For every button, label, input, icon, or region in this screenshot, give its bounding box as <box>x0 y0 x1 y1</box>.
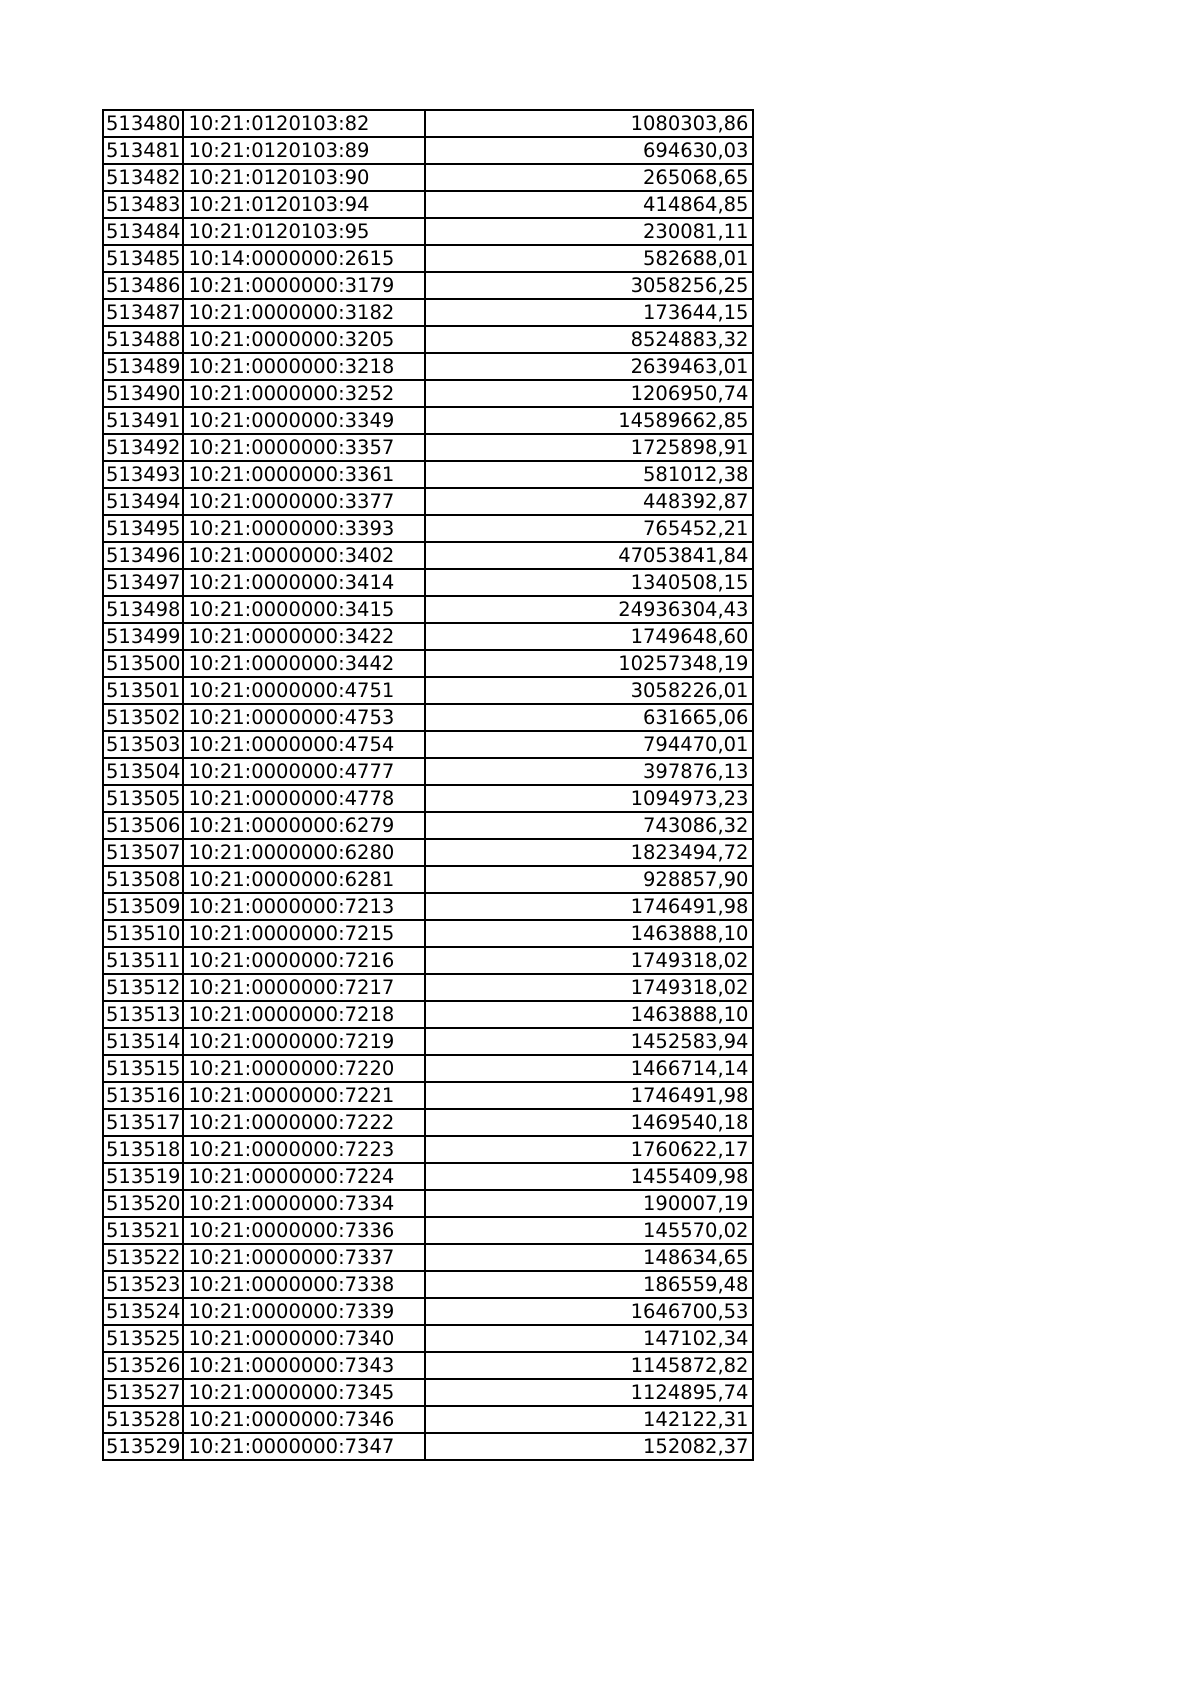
table-row <box>103 245 753 272</box>
value-cell: 1452583,94 <box>425 1028 753 1055</box>
row-id-cell: 513499 <box>103 623 183 650</box>
value-cell: 173644,15 <box>425 299 753 326</box>
table-body <box>103 110 753 1460</box>
row-id-cell: 513520 <box>103 1190 183 1217</box>
cadastral-number-cell: 10:21:0000000:7216 <box>183 947 425 974</box>
row-id-cell: 513495 <box>103 515 183 542</box>
table-row <box>103 191 753 218</box>
cadastral-number-cell: 10:21:0000000:3357 <box>183 434 425 461</box>
value-cell: 3058226,01 <box>425 677 753 704</box>
table-row <box>103 974 753 1001</box>
row-id-cell: 513521 <box>103 1217 183 1244</box>
cadastral-number-cell: 10:21:0000000:3422 <box>183 623 425 650</box>
table-row <box>103 1271 753 1298</box>
table-row <box>103 1055 753 1082</box>
row-id-cell: 513493 <box>103 461 183 488</box>
row-id-cell: 513528 <box>103 1406 183 1433</box>
cadastral-number-cell: 10:21:0000000:4777 <box>183 758 425 785</box>
table-row <box>103 1379 753 1406</box>
value-cell: 147102,34 <box>425 1325 753 1352</box>
table-row <box>103 164 753 191</box>
cadastral-number-cell: 10:21:0000000:3182 <box>183 299 425 326</box>
cadastral-number-cell: 10:21:0000000:4778 <box>183 785 425 812</box>
row-id-cell: 513513 <box>103 1001 183 1028</box>
row-id-cell: 513509 <box>103 893 183 920</box>
cadastral-number-cell: 10:21:0000000:3414 <box>183 569 425 596</box>
table-row <box>103 839 753 866</box>
value-cell: 794470,01 <box>425 731 753 758</box>
row-id-cell: 513511 <box>103 947 183 974</box>
value-cell: 152082,37 <box>425 1433 753 1460</box>
cadastral-number-cell: 10:21:0000000:3402 <box>183 542 425 569</box>
value-cell: 265068,65 <box>425 164 753 191</box>
cadastral-number-cell: 10:21:0000000:3218 <box>183 353 425 380</box>
row-id-cell: 513491 <box>103 407 183 434</box>
table-row <box>103 866 753 893</box>
row-id-cell: 513485 <box>103 245 183 272</box>
cadastral-number-cell: 10:21:0000000:7222 <box>183 1109 425 1136</box>
row-id-cell: 513484 <box>103 218 183 245</box>
table-row <box>103 677 753 704</box>
value-cell: 186559,48 <box>425 1271 753 1298</box>
cadastral-number-cell: 10:21:0000000:7218 <box>183 1001 425 1028</box>
value-cell: 24936304,43 <box>425 596 753 623</box>
cadastral-number-cell: 10:21:0000000:7217 <box>183 974 425 1001</box>
value-cell: 1725898,91 <box>425 434 753 461</box>
value-cell: 765452,21 <box>425 515 753 542</box>
value-cell: 8524883,32 <box>425 326 753 353</box>
value-cell: 1455409,98 <box>425 1163 753 1190</box>
cadastral-number-cell: 10:21:0000000:6279 <box>183 812 425 839</box>
row-id-cell: 513506 <box>103 812 183 839</box>
cadastral-number-cell: 10:21:0000000:3205 <box>183 326 425 353</box>
value-cell: 1124895,74 <box>425 1379 753 1406</box>
table-row <box>103 488 753 515</box>
table-row <box>103 1352 753 1379</box>
value-cell: 1145872,82 <box>425 1352 753 1379</box>
value-cell: 1340508,15 <box>425 569 753 596</box>
row-id-cell: 513526 <box>103 1352 183 1379</box>
value-cell: 694630,03 <box>425 137 753 164</box>
table-row <box>103 650 753 677</box>
value-cell: 230081,11 <box>425 218 753 245</box>
cadastral-number-cell: 10:21:0000000:7219 <box>183 1028 425 1055</box>
cadastral-number-cell: 10:21:0120103:95 <box>183 218 425 245</box>
row-id-cell: 513502 <box>103 704 183 731</box>
table-row <box>103 812 753 839</box>
row-id-cell: 513494 <box>103 488 183 515</box>
row-id-cell: 513486 <box>103 272 183 299</box>
value-cell: 743086,32 <box>425 812 753 839</box>
table-row <box>103 1001 753 1028</box>
table-row <box>103 1136 753 1163</box>
table-row <box>103 1298 753 1325</box>
cadastral-number-cell: 10:21:0000000:6281 <box>183 866 425 893</box>
value-cell: 47053841,84 <box>425 542 753 569</box>
table-row <box>103 785 753 812</box>
value-cell: 145570,02 <box>425 1217 753 1244</box>
value-cell: 1749318,02 <box>425 974 753 1001</box>
row-id-cell: 513523 <box>103 1271 183 1298</box>
value-cell: 1206950,74 <box>425 380 753 407</box>
cadastral-number-cell: 10:21:0000000:7215 <box>183 920 425 947</box>
cadastral-number-cell: 10:21:0000000:7336 <box>183 1217 425 1244</box>
table-row <box>103 515 753 542</box>
table-row <box>103 569 753 596</box>
table-row <box>103 272 753 299</box>
cadastral-number-cell: 10:21:0000000:7221 <box>183 1082 425 1109</box>
value-cell: 1463888,10 <box>425 1001 753 1028</box>
value-cell: 1823494,72 <box>425 839 753 866</box>
row-id-cell: 513481 <box>103 137 183 164</box>
row-id-cell: 513500 <box>103 650 183 677</box>
row-id-cell: 513482 <box>103 164 183 191</box>
cadastral-number-cell: 10:21:0120103:90 <box>183 164 425 191</box>
cadastral-number-cell: 10:21:0120103:94 <box>183 191 425 218</box>
value-cell: 1746491,98 <box>425 1082 753 1109</box>
value-cell: 148634,65 <box>425 1244 753 1271</box>
value-cell: 10257348,19 <box>425 650 753 677</box>
cadastral-number-cell: 10:21:0000000:7339 <box>183 1298 425 1325</box>
cadastral-number-cell: 10:21:0000000:7334 <box>183 1190 425 1217</box>
row-id-cell: 513489 <box>103 353 183 380</box>
table-row <box>103 380 753 407</box>
table-row <box>103 461 753 488</box>
row-id-cell: 513501 <box>103 677 183 704</box>
row-id-cell: 513518 <box>103 1136 183 1163</box>
cadastral-number-cell: 10:21:0000000:7343 <box>183 1352 425 1379</box>
table-row <box>103 731 753 758</box>
value-cell: 142122,31 <box>425 1406 753 1433</box>
cadastral-number-cell: 10:21:0000000:3179 <box>183 272 425 299</box>
row-id-cell: 513525 <box>103 1325 183 1352</box>
cadastral-number-cell: 10:21:0000000:7337 <box>183 1244 425 1271</box>
cadastral-number-cell: 10:21:0000000:7338 <box>183 1271 425 1298</box>
row-id-cell: 513498 <box>103 596 183 623</box>
cadastral-number-cell: 10:21:0000000:7223 <box>183 1136 425 1163</box>
cadastral-number-cell: 10:21:0000000:7224 <box>183 1163 425 1190</box>
row-id-cell: 513515 <box>103 1055 183 1082</box>
table-row <box>103 1163 753 1190</box>
table-row <box>103 1028 753 1055</box>
cadastral-number-cell: 10:21:0000000:3349 <box>183 407 425 434</box>
value-cell: 581012,38 <box>425 461 753 488</box>
value-cell: 414864,85 <box>425 191 753 218</box>
table-row <box>103 1082 753 1109</box>
table-row <box>103 434 753 461</box>
cadastral-number-cell: 10:21:0120103:82 <box>183 110 425 137</box>
value-cell: 397876,13 <box>425 758 753 785</box>
value-cell: 1466714,14 <box>425 1055 753 1082</box>
table-row <box>103 407 753 434</box>
row-id-cell: 513480 <box>103 110 183 137</box>
cadastral-number-cell: 10:21:0000000:3377 <box>183 488 425 515</box>
row-id-cell: 513488 <box>103 326 183 353</box>
row-id-cell: 513522 <box>103 1244 183 1271</box>
value-cell: 14589662,85 <box>425 407 753 434</box>
table-row <box>103 623 753 650</box>
cadastral-number-cell: 10:21:0000000:6280 <box>183 839 425 866</box>
cadastral-number-cell: 10:21:0000000:3361 <box>183 461 425 488</box>
row-id-cell: 513507 <box>103 839 183 866</box>
row-id-cell: 513517 <box>103 1109 183 1136</box>
cadastral-number-cell: 10:21:0000000:7346 <box>183 1406 425 1433</box>
row-id-cell: 513524 <box>103 1298 183 1325</box>
table-row <box>103 110 753 137</box>
value-cell: 1463888,10 <box>425 920 753 947</box>
table-row <box>103 299 753 326</box>
cadastral-number-cell: 10:21:0000000:4754 <box>183 731 425 758</box>
cadastral-number-cell: 10:21:0000000:7347 <box>183 1433 425 1460</box>
cadastral-number-cell: 10:21:0120103:89 <box>183 137 425 164</box>
row-id-cell: 513508 <box>103 866 183 893</box>
table-row <box>103 893 753 920</box>
row-id-cell: 513516 <box>103 1082 183 1109</box>
cadastral-number-cell: 10:21:0000000:7340 <box>183 1325 425 1352</box>
row-id-cell: 513492 <box>103 434 183 461</box>
table-row <box>103 1406 753 1433</box>
cadastral-number-cell: 10:21:0000000:3252 <box>183 380 425 407</box>
table-row <box>103 1217 753 1244</box>
cadastral-number-cell: 10:21:0000000:4751 <box>183 677 425 704</box>
value-cell: 1646700,53 <box>425 1298 753 1325</box>
row-id-cell: 513504 <box>103 758 183 785</box>
value-cell: 1760622,17 <box>425 1136 753 1163</box>
table-row <box>103 1190 753 1217</box>
row-id-cell: 513519 <box>103 1163 183 1190</box>
table-row <box>103 353 753 380</box>
row-id-cell: 513487 <box>103 299 183 326</box>
cadastral-number-cell: 10:21:0000000:3415 <box>183 596 425 623</box>
table-row <box>103 218 753 245</box>
value-cell: 2639463,01 <box>425 353 753 380</box>
row-id-cell: 513497 <box>103 569 183 596</box>
table-row <box>103 1433 753 1460</box>
table-row <box>103 1109 753 1136</box>
row-id-cell: 513505 <box>103 785 183 812</box>
cadastral-number-cell: 10:21:0000000:7220 <box>183 1055 425 1082</box>
table-row <box>103 596 753 623</box>
value-cell: 582688,01 <box>425 245 753 272</box>
table-row <box>103 920 753 947</box>
table-row <box>103 326 753 353</box>
value-cell: 631665,06 <box>425 704 753 731</box>
row-id-cell: 513512 <box>103 974 183 1001</box>
value-cell: 190007,19 <box>425 1190 753 1217</box>
table-row <box>103 947 753 974</box>
value-cell: 928857,90 <box>425 866 753 893</box>
table-row <box>103 758 753 785</box>
value-cell: 1080303,86 <box>425 110 753 137</box>
cadastral-number-cell: 10:21:0000000:7213 <box>183 893 425 920</box>
table-row <box>103 1325 753 1352</box>
cadastral-number-cell: 10:14:0000000:2615 <box>183 245 425 272</box>
value-cell: 1749648,60 <box>425 623 753 650</box>
table-row <box>103 137 753 164</box>
row-id-cell: 513496 <box>103 542 183 569</box>
row-id-cell: 513527 <box>103 1379 183 1406</box>
value-cell: 1746491,98 <box>425 893 753 920</box>
table-row <box>103 704 753 731</box>
row-id-cell: 513483 <box>103 191 183 218</box>
cadastral-value-table <box>102 109 754 1461</box>
row-id-cell: 513490 <box>103 380 183 407</box>
cadastral-number-cell: 10:21:0000000:7345 <box>183 1379 425 1406</box>
cadastral-number-cell: 10:21:0000000:3393 <box>183 515 425 542</box>
table-row <box>103 542 753 569</box>
cadastral-number-cell: 10:21:0000000:3442 <box>183 650 425 677</box>
value-cell: 1469540,18 <box>425 1109 753 1136</box>
row-id-cell: 513510 <box>103 920 183 947</box>
row-id-cell: 513514 <box>103 1028 183 1055</box>
row-id-cell: 513529 <box>103 1433 183 1460</box>
table-row <box>103 1244 753 1271</box>
value-cell: 1094973,23 <box>425 785 753 812</box>
value-cell: 3058256,25 <box>425 272 753 299</box>
value-cell: 448392,87 <box>425 488 753 515</box>
value-cell: 1749318,02 <box>425 947 753 974</box>
row-id-cell: 513503 <box>103 731 183 758</box>
cadastral-number-cell: 10:21:0000000:4753 <box>183 704 425 731</box>
